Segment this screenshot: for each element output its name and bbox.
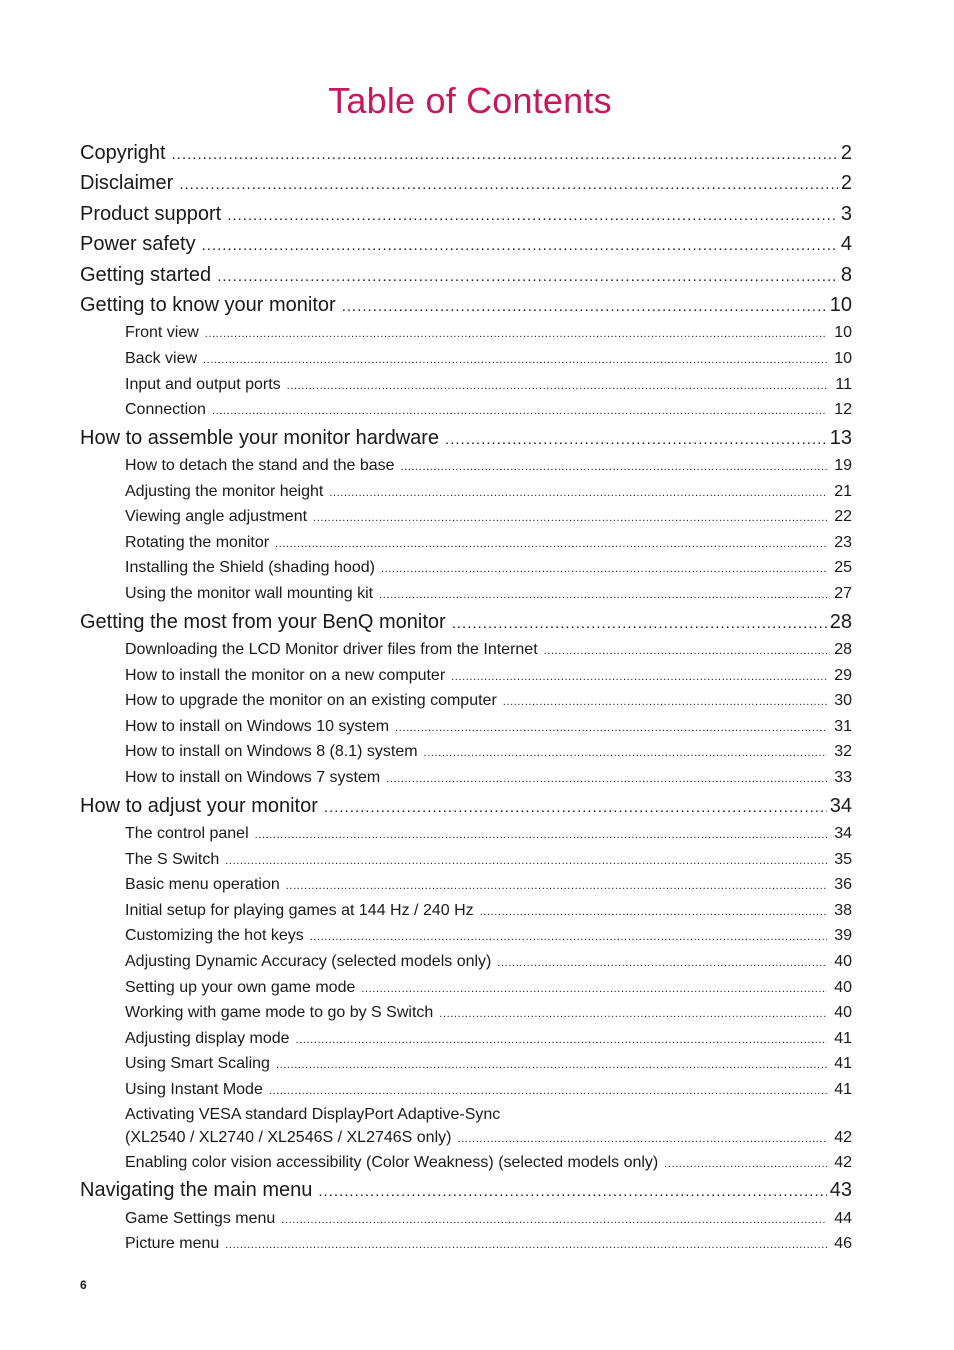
- toc-dot-leader: [276, 1053, 827, 1077]
- toc-section-entry[interactable]: [80, 765, 852, 791]
- toc-chapter-entry[interactable]: [80, 1175, 852, 1205]
- toc-entry-label: Game Settings menu: [125, 1209, 276, 1227]
- toc-dot-leader: [281, 1208, 827, 1232]
- toc-section-entry[interactable]: [80, 1206, 852, 1232]
- toc-entry-label-continued: (XL2540 / XL2740 / XL2546S / XL2746S only): [125, 1128, 452, 1146]
- toc-entry-label: Power safety: [80, 233, 196, 256]
- toc-entry-page: 36: [834, 876, 852, 894]
- toc-section-entry[interactable]: [80, 346, 852, 372]
- toc-entry-page: 40: [834, 1004, 852, 1022]
- toc-dot-leader: [310, 925, 827, 949]
- toc-entry-label: How to assemble your monitor hardware: [80, 426, 440, 449]
- toc-section-entry[interactable]: [80, 479, 852, 505]
- toc-entry-label: Initial setup for playing games at 144 Hz / 240 Hz: [125, 901, 474, 919]
- toc-entry-label: How to install on Windows 8 (8.1) system: [125, 743, 418, 761]
- toc-entry-label: Working with game mode to go by S Switch: [125, 1004, 434, 1022]
- toc-entry-page: 4: [840, 233, 852, 256]
- toc-dot-leader: [227, 201, 838, 229]
- toc-section-entry[interactable]: [80, 581, 852, 607]
- toc-dot-leader: [287, 374, 827, 398]
- toc-chapter-entry[interactable]: [80, 607, 852, 637]
- toc-entry-label: Rotating the monitor: [125, 533, 270, 551]
- toc-entry-label: How to upgrade the monitor on an existing computer: [125, 692, 497, 710]
- toc-dot-leader: [395, 716, 827, 740]
- toc-entry-page: 33: [834, 769, 852, 787]
- toc-entry-label: Adjusting display mode: [125, 1029, 290, 1047]
- toc-entry-label: How to install on Windows 7 system: [125, 769, 381, 787]
- toc-entry-page: 39: [834, 927, 852, 945]
- toc-section-entry[interactable]: [80, 320, 852, 346]
- toc-entry-page: 8: [840, 263, 852, 286]
- toc-chapter-entry[interactable]: [80, 168, 852, 198]
- toc-chapter-entry[interactable]: [80, 138, 852, 168]
- toc-dot-leader: [217, 262, 838, 290]
- page-number: 6: [80, 1278, 87, 1292]
- toc-entry-page: 31: [834, 717, 852, 735]
- toc-chapter-entry[interactable]: [80, 199, 852, 229]
- toc-section-entry[interactable]: [80, 898, 852, 924]
- toc-dot-leader: [664, 1152, 827, 1176]
- toc-dot-leader: [286, 874, 827, 898]
- toc-dot-leader: [361, 977, 827, 1001]
- toc-entry-page: 34: [834, 825, 852, 843]
- toc-dot-leader: [424, 741, 827, 765]
- toc-dot-leader: [318, 1177, 826, 1205]
- toc-entry-label: How to adjust your monitor: [80, 794, 318, 817]
- toc-entry-label: Copyright: [80, 142, 166, 164]
- toc-section-entry[interactable]: [80, 949, 852, 975]
- toc-entry-label: Activating VESA standard DisplayPort Adaptive-Sync: [125, 1105, 501, 1123]
- toc-chapter-entry[interactable]: [80, 229, 852, 259]
- toc-chapter-entry[interactable]: [80, 290, 852, 320]
- toc-entry-page: 40: [834, 978, 852, 996]
- table-of-contents: [80, 138, 852, 1257]
- toc-entry-page: 30: [834, 692, 852, 710]
- toc-entry-page: 21: [834, 482, 852, 500]
- toc-entry-page: 28: [834, 641, 852, 659]
- toc-dot-leader: [324, 793, 827, 821]
- toc-dot-leader: [439, 1002, 827, 1026]
- toc-dot-leader: [457, 1127, 827, 1150]
- toc-dot-leader: [275, 532, 827, 556]
- toc-dot-leader: [497, 951, 827, 975]
- toc-entry-page: 42: [834, 1128, 852, 1146]
- toc-entry-page: 34: [829, 794, 852, 817]
- toc-section-entry[interactable]: [80, 923, 852, 949]
- toc-entry-label: Back view: [125, 349, 198, 367]
- toc-dot-leader: [172, 140, 838, 168]
- toc-entry-page: 27: [834, 585, 852, 603]
- toc-dot-leader: [329, 481, 827, 505]
- toc-entry-label: Navigating the main menu: [80, 1179, 313, 1202]
- toc-dot-leader: [381, 557, 827, 581]
- toc-dot-leader: [202, 231, 838, 259]
- toc-dot-leader: [225, 1233, 827, 1257]
- toc-dot-leader: [386, 767, 827, 791]
- toc-section-entry[interactable]: [80, 372, 852, 398]
- toc-section-entry[interactable]: [80, 1077, 852, 1103]
- toc-dot-leader: [342, 292, 827, 320]
- toc-entry-page: 11: [835, 375, 852, 393]
- toc-entry-label: Input and output ports: [125, 375, 281, 393]
- toc-dot-leader: [480, 900, 827, 924]
- toc-entry-page: 41: [834, 1029, 852, 1047]
- toc-dot-leader: [212, 399, 827, 423]
- toc-dot-leader: [445, 425, 827, 453]
- toc-dot-leader: [503, 690, 827, 714]
- toc-section-entry[interactable]: [80, 663, 852, 689]
- toc-section-entry[interactable]: [80, 1026, 852, 1052]
- toc-section-entry[interactable]: [80, 739, 852, 765]
- toc-entry-page: 19: [834, 457, 852, 475]
- toc-dot-leader: [203, 348, 827, 372]
- toc-section-entry[interactable]: [80, 1150, 852, 1176]
- toc-entry-page: 10: [834, 349, 852, 367]
- toc-entry-page: 23: [834, 533, 852, 551]
- toc-dot-leader: [205, 322, 827, 346]
- toc-dot-leader: [379, 583, 827, 607]
- toc-entry-label: Viewing angle adjustment: [125, 508, 308, 526]
- toc-dot-leader: [296, 1028, 827, 1052]
- toc-entry-label: Getting started: [80, 263, 212, 286]
- toc-dot-leader: [452, 609, 827, 637]
- toc-entry-label: Getting to know your monitor: [80, 293, 336, 316]
- toc-entry-label: Basic menu operation: [125, 876, 280, 894]
- toc-entry-page: 41: [834, 1055, 852, 1073]
- toc-entry-page: 35: [834, 850, 852, 868]
- toc-entry-label: Using the monitor wall mounting kit: [125, 585, 374, 603]
- toc-section-entry[interactable]: [80, 688, 852, 714]
- toc-section-entry[interactable]: [80, 1000, 852, 1026]
- toc-chapter-entry[interactable]: [80, 791, 852, 821]
- toc-dot-leader: [313, 506, 827, 530]
- toc-section-entry[interactable]: [80, 453, 852, 479]
- toc-chapter-entry[interactable]: [80, 423, 852, 453]
- toc-entry-page: 41: [834, 1080, 852, 1098]
- toc-entry-page: 29: [834, 666, 852, 684]
- toc-entry-page: 42: [834, 1153, 852, 1171]
- toc-section-entry[interactable]: [80, 397, 852, 423]
- toc-entry-label: How to install on Windows 10 system: [125, 717, 390, 735]
- toc-entry-page: 2: [840, 172, 852, 195]
- toc-entry-label: Downloading the LCD Monitor driver files from the Internet: [125, 641, 538, 659]
- toc-entry-label: Adjusting Dynamic Accuracy (selected models only): [125, 952, 492, 970]
- toc-entry-label: Enabling color vision accessibility (Color Weakness) (selected models only): [125, 1153, 659, 1171]
- toc-entry-label: Installing the Shield (shading hood): [125, 559, 375, 577]
- toc-section-entry[interactable]: [80, 530, 852, 556]
- toc-entry-label: Getting the most from your BenQ monitor: [80, 610, 446, 633]
- toc-entry-label: How to detach the stand and the base: [125, 457, 395, 475]
- toc-dot-leader: [451, 665, 827, 689]
- toc-section-entry[interactable]: [80, 975, 852, 1001]
- toc-entry-page: 12: [834, 401, 852, 419]
- toc-section-entry[interactable]: [80, 714, 852, 740]
- toc-entry-label: Connection: [125, 401, 206, 419]
- toc-section-entry[interactable]: [80, 504, 852, 530]
- toc-entry-page: 3: [840, 202, 852, 225]
- toc-entry-page: 32: [834, 743, 852, 761]
- toc-dot-leader: [225, 849, 827, 873]
- toc-section-entry[interactable]: [80, 1231, 852, 1257]
- toc-entry-label: Setting up your own game mode: [125, 978, 356, 996]
- page-title: Table of Contents: [328, 80, 612, 121]
- toc-entry-page: 2: [840, 142, 852, 164]
- toc-entry-label: Adjusting the monitor height: [125, 482, 324, 500]
- toc-section-entry[interactable]: [80, 872, 852, 898]
- toc-entry-label: Using Smart Scaling: [125, 1055, 270, 1073]
- toc-section-entry[interactable]: [80, 821, 852, 847]
- toc-section-entry[interactable]: [80, 637, 852, 663]
- toc-entry-page: 25: [834, 559, 852, 577]
- toc-dot-leader: [255, 823, 827, 847]
- toc-entry-label: Customizing the hot keys: [125, 927, 304, 945]
- toc-entry-label: Product support: [80, 202, 222, 225]
- toc-entry-page: 13: [829, 426, 852, 449]
- toc-entry-label: The S Switch: [125, 850, 220, 868]
- toc-entry-page: 40: [834, 952, 852, 970]
- toc-entry-label: Picture menu: [125, 1235, 220, 1253]
- toc-section-entry[interactable]: [80, 847, 852, 873]
- toc-section-entry[interactable]: [80, 1051, 852, 1077]
- toc-entry-page: 10: [829, 293, 852, 316]
- toc-entry-page: 28: [829, 610, 852, 633]
- toc-section-entry[interactable]: [80, 1103, 852, 1150]
- toc-chapter-entry[interactable]: [80, 260, 852, 290]
- toc-entry-label: How to install the monitor on a new computer: [125, 666, 446, 684]
- toc-entry-page: 44: [834, 1209, 852, 1227]
- toc-entry-page: 10: [834, 324, 852, 342]
- toc-dot-leader: [269, 1079, 827, 1103]
- toc-dot-leader: [401, 455, 827, 479]
- toc-section-entry[interactable]: [80, 555, 852, 581]
- toc-entry-page: 22: [834, 508, 852, 526]
- toc-dot-leader: [544, 639, 827, 663]
- toc-entry-page: 46: [834, 1235, 852, 1253]
- toc-entry-label: Disclaimer: [80, 172, 174, 195]
- toc-entry-label: Front view: [125, 324, 199, 342]
- toc-entry-label: The control panel: [125, 825, 249, 843]
- toc-entry-label: Using Instant Mode: [125, 1080, 263, 1098]
- toc-dot-leader: [179, 170, 838, 198]
- toc-entry-page: 43: [829, 1179, 852, 1202]
- toc-entry-page: 38: [834, 901, 852, 919]
